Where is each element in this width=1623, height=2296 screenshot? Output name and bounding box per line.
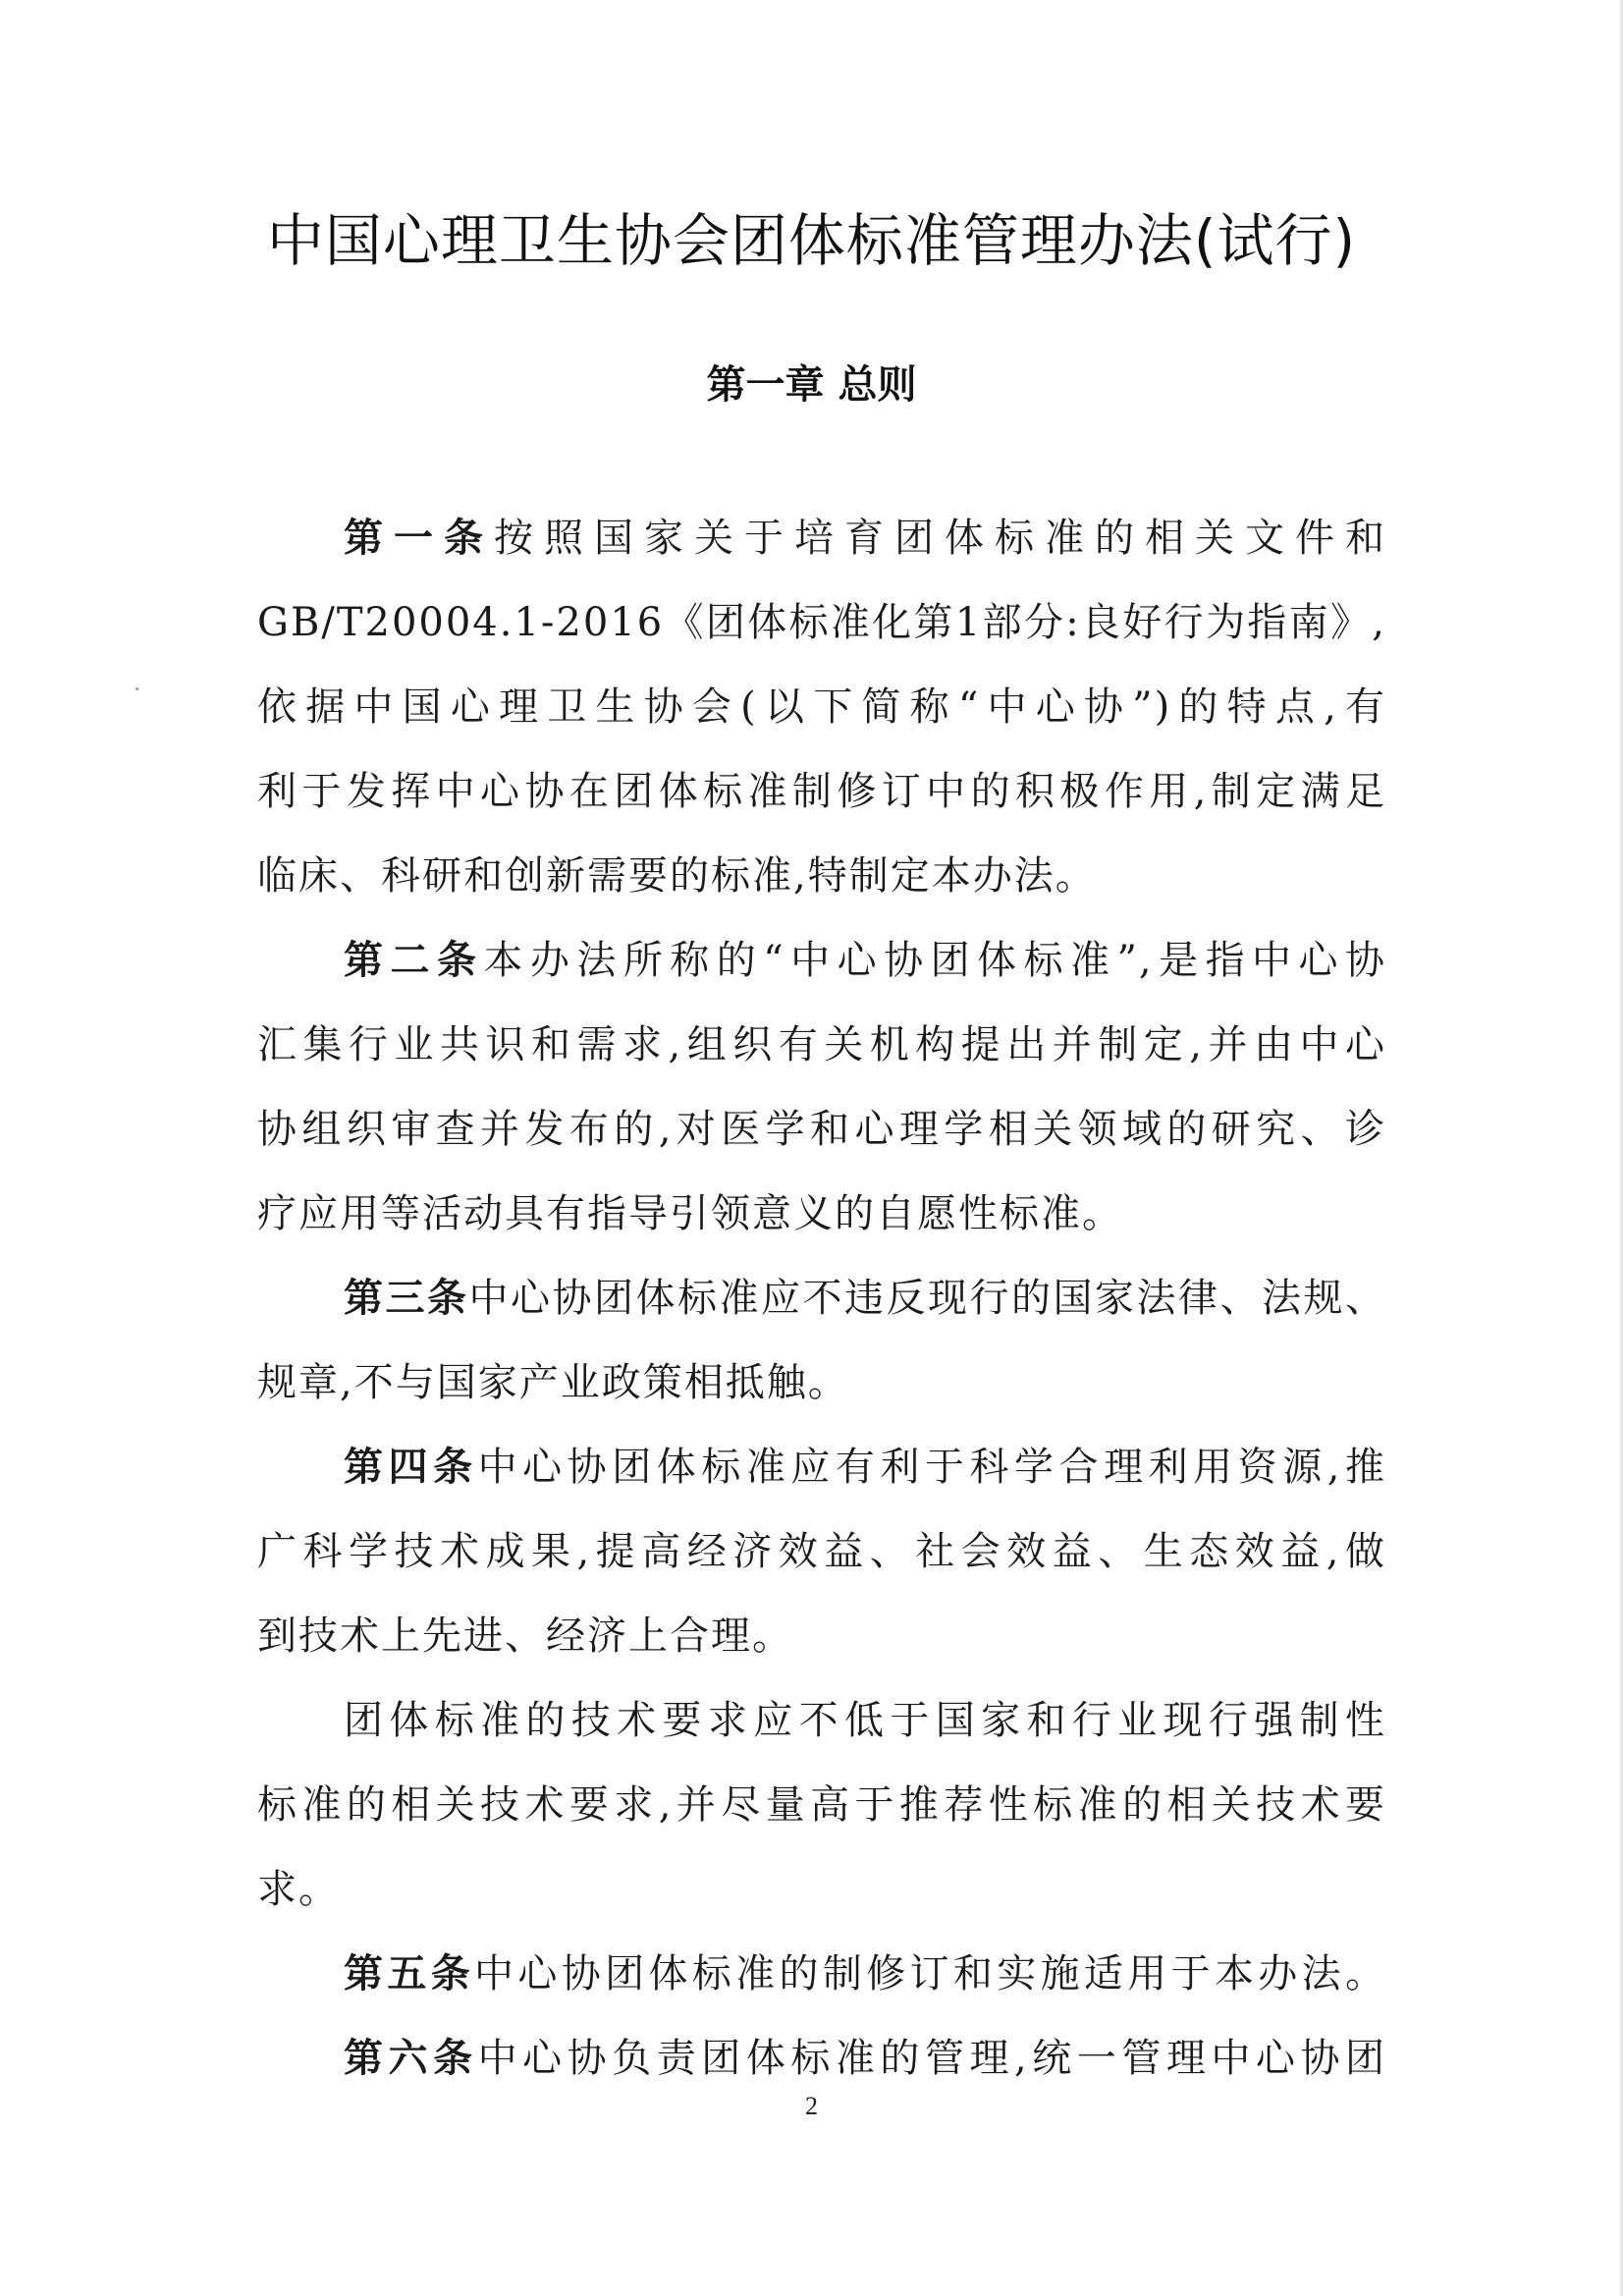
text-line <box>257 1256 1386 1340</box>
text-line: 规章,不与国家产业政策相抵触。 <box>257 1360 849 1405</box>
chapter-heading: 第一章 总则 <box>706 362 917 408</box>
text-line: 协组织审查并发布的,对医学和心理学相关领域的研究、诊 <box>257 1107 1386 1152</box>
text-line <box>257 496 1386 580</box>
article-text: 按照国家关于培育团体标准的相关文件和 <box>494 516 1386 561</box>
document-body <box>257 496 1386 2101</box>
article-number: 第四条 <box>344 1445 478 1490</box>
text-line: 到技术上先进、经济上合理。 <box>257 1613 793 1659</box>
article-number: 第三条 <box>344 1276 469 1321</box>
text-line: 汇集行业共识和需求,组织有关机构提出并制定,并由中心 <box>257 1022 1386 1067</box>
text-line: 广科学技术成果,提高经济效益、社会效益、生态效益,做 <box>257 1529 1386 1574</box>
text-line <box>257 1932 1386 2016</box>
text-line: 利于发挥中心协在团体标准制修订中的积极作用,制定满足 <box>257 769 1386 814</box>
document-title: 中国心理卫生协会团体标准管理办法(试行) <box>266 207 1357 274</box>
page-number: 2 <box>805 2092 818 2120</box>
article-text: 中心协团体标准应有利于科学合理利用资源,推 <box>477 1445 1386 1490</box>
article-number: 第一条 <box>344 516 494 561</box>
scan-edge-shadow <box>1619 0 1623 2296</box>
article-number: 第二条 <box>344 938 484 983</box>
article-number: 第六条 <box>344 2036 478 2081</box>
text-line <box>257 1425 1386 1509</box>
text-line: 临床、科研和创新需要的标准,特制定本办法。 <box>257 853 1097 899</box>
text-line: 标准的相关技术要求,并尽量高于推荐性标准的相关技术要 <box>257 1782 1386 1828</box>
text-line <box>257 2016 1386 2101</box>
text-line: 疗应用等活动具有指导引领意义的自愿性标准。 <box>257 1191 1123 1236</box>
text-line: GB/T20004.1-2016《团体标准化第1部分:良好行为指南》, <box>257 600 1386 645</box>
text-line: 团体标准的技术要求应不低于国家和行业现行强制性 <box>344 1698 1386 1743</box>
article-text: 中心协团体标准的制修订和实施适用于本办法。 <box>474 1951 1386 1996</box>
text-line: 依据中国心理卫生协会(以下简称“中心协”)的特点,有 <box>257 684 1386 730</box>
text-line: 求。 <box>257 1867 340 1912</box>
article-text: 本办法所称的“中心协团体标准”,是指中心协 <box>483 938 1386 983</box>
article-text: 中心协负责团体标准的管理,统一管理中心协团 <box>477 2036 1386 2081</box>
text-line <box>257 918 1386 1003</box>
article-text: 中心协团体标准应不违反现行的国家法律、法规、 <box>468 1276 1386 1321</box>
scan-speck <box>135 687 138 690</box>
article-number: 第五条 <box>344 1951 475 1996</box>
